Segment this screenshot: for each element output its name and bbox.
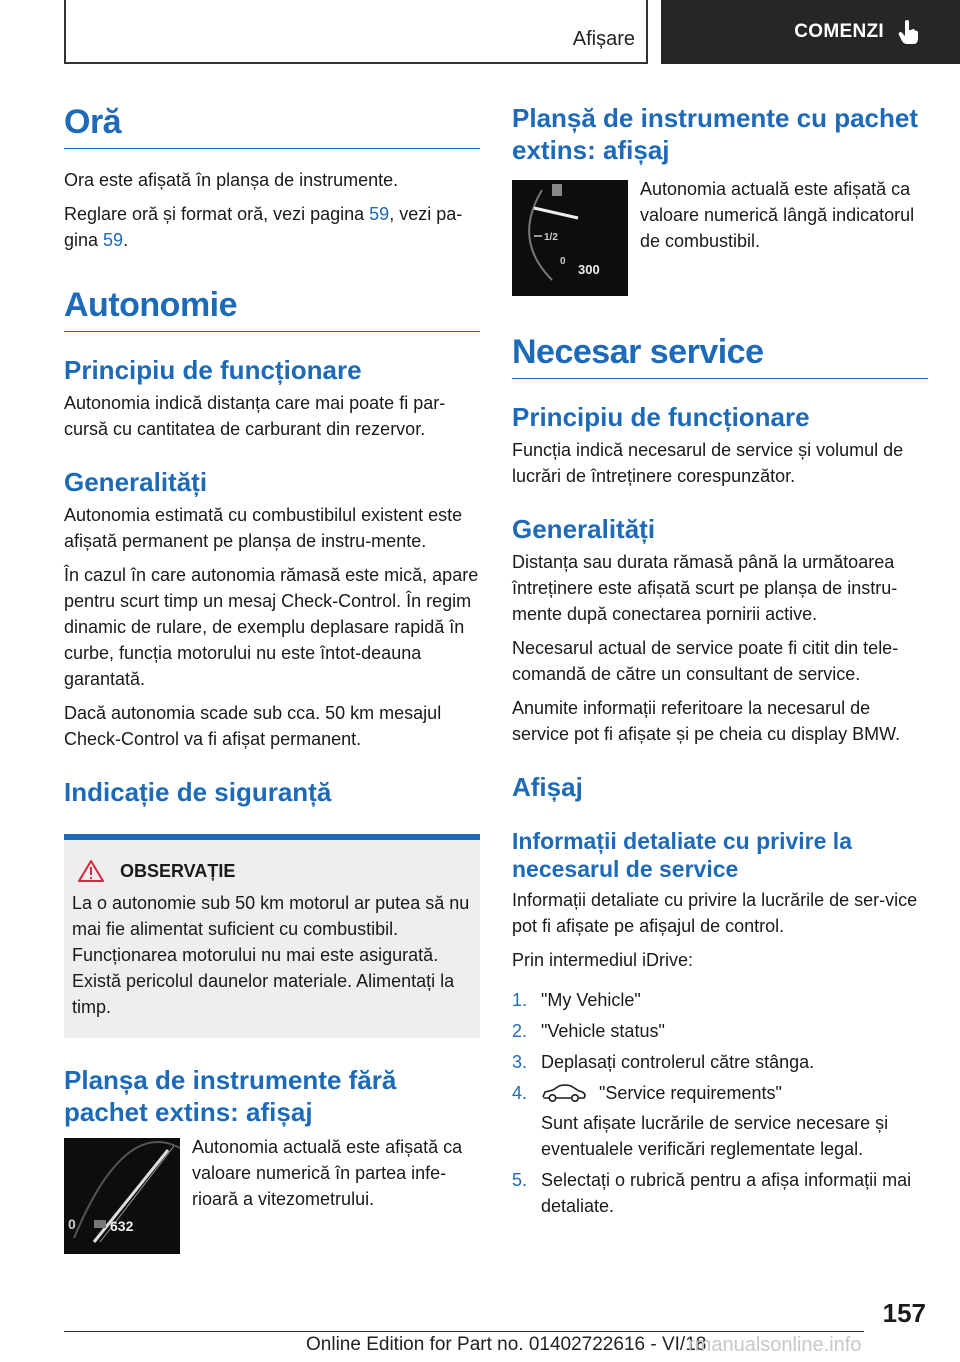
footer-edition: Online Edition for Part no. 01402722616 - VI/18 bbox=[306, 1334, 707, 1355]
footer-divider bbox=[64, 1331, 864, 1332]
step-text: "My Vehicle" bbox=[541, 990, 641, 1010]
hand-pointer-icon bbox=[898, 19, 920, 45]
ora-text-1: Ora este afișată în planșa de instrumente. bbox=[64, 170, 399, 190]
page-link-59-b[interactable]: 59 bbox=[103, 230, 124, 250]
list-item bbox=[512, 1080, 928, 1162]
subtitle-generalitati: Generalități bbox=[64, 467, 208, 497]
info-text-2: Prin intermediul iDrive: bbox=[512, 950, 694, 970]
ora-text-2a: Reglare oră și format oră, vezi pagina bbox=[64, 204, 370, 224]
generalitati-text-1: Autonomia estimată cu combustibilul existent este afișată permanent pe planșa de instru-mente. bbox=[64, 505, 463, 551]
step-number: 3. bbox=[512, 1052, 528, 1072]
step-text: "Service requirements" bbox=[599, 1083, 782, 1103]
section-title-ora: Oră bbox=[64, 100, 480, 149]
warning-triangle-icon bbox=[78, 860, 104, 882]
page-number: 157 bbox=[882, 1298, 926, 1328]
cu-pachet-text: Autonomia actuală este afișată ca valoare numerică lângă indicatorul de combustibil. bbox=[640, 179, 915, 251]
service-general-text-1: Distanța sau durata rămasă până la următoarea întreținere este afișată scurt pe planșa de instru-mente după conectarea pornirii active. bbox=[512, 552, 898, 624]
ora-text-2d: . bbox=[123, 230, 129, 250]
warning-panel bbox=[64, 834, 480, 1038]
generalitati-text-2: În cazul în care autonomia rămasă este mică, apare pentru scurt timp un mesaj Check-Control. În regim dinamic de rulare, de exemplu deplasare rapidă în curbe, funcția motorului nu este întot-deauna garantată. bbox=[64, 565, 479, 689]
subtitle-indicatie-siguranta: Indicație de siguranță bbox=[64, 777, 332, 807]
left-column bbox=[64, 100, 480, 1254]
header-tab-comenzi[interactable] bbox=[661, 0, 960, 64]
step-body bbox=[541, 1080, 928, 1162]
ora-text-2 bbox=[64, 201, 480, 253]
ora-text-2b: , vezi pa- bbox=[389, 204, 463, 224]
right-column bbox=[512, 102, 928, 1224]
step-subtext: Sunt afișate lucrările de service necesare și eventualele verificări reglementate legal. bbox=[541, 1113, 889, 1159]
subtitle-afisaj: Afișaj bbox=[512, 772, 583, 802]
warning-heading bbox=[72, 860, 472, 882]
speedometer-image bbox=[64, 1138, 180, 1254]
step-text: Selectați o rubrică pentru a afișa informații mai detaliate. bbox=[541, 1170, 912, 1216]
header-section-box bbox=[64, 0, 648, 64]
warning-label: OBSERVAȚIE bbox=[120, 860, 236, 881]
service-general-text-3: Anumite informații referitoare la necesarul de service pot fi afișate și pe cheia cu display BMW. bbox=[512, 698, 901, 744]
fara-pachet-text: Autonomia actuală este afișată ca valoare numerică în partea infe-rioară a vitezometrului. bbox=[192, 1137, 463, 1209]
subtitle-generalitati-service: Generalități bbox=[512, 514, 656, 544]
service-principiu-text: Funcția indică necesarul de service și volumul de lucrări de întreținere corespunzător. bbox=[512, 440, 904, 486]
ora-text-2c: gina bbox=[64, 230, 104, 250]
subtitle-principiu-service: Principiu de funcționare bbox=[512, 402, 810, 432]
step-line bbox=[541, 1080, 928, 1106]
step-number: 4. bbox=[512, 1083, 528, 1103]
speedometer-range-value: 632 bbox=[110, 1218, 134, 1234]
step-number: 5. bbox=[512, 1170, 528, 1190]
speedometer-zero: 0 bbox=[68, 1216, 76, 1232]
fara-pachet-row bbox=[64, 1138, 480, 1254]
speedometer-graphic bbox=[64, 1138, 180, 1254]
subtitle-principiu: Principiu de funcționare bbox=[64, 355, 362, 385]
subtitle-fara-pachet: Planșa de instrumente fără pachet extins: afișaj bbox=[64, 1065, 397, 1127]
step-text: Deplasați controlerul către stânga. bbox=[541, 1052, 815, 1072]
fuel-gauge-image bbox=[512, 180, 628, 296]
list-item bbox=[512, 987, 928, 1013]
service-general-text-2: Necesarul actual de service poate fi citit din tele-comandă de către un consultant de service. bbox=[512, 638, 899, 684]
section-title-necesar-service: Necesar service bbox=[512, 330, 928, 379]
generalitati-text-3: Dacă autonomia scade sub cca. 50 km mesajul Check-Control va fi afișat permanent. bbox=[64, 703, 442, 749]
principiu-text: Autonomia indică distanța care mai poate fi par-cursă cu cantitatea de carburant din rezervor. bbox=[64, 393, 446, 439]
fuel-gauge-graphic bbox=[512, 180, 628, 296]
list-item bbox=[512, 1167, 928, 1219]
header-section-title: Afișare bbox=[572, 28, 635, 50]
header-tab-label: COMENZI bbox=[794, 21, 884, 42]
car-icon bbox=[541, 1083, 587, 1103]
section-title-autonomie: Autonomie bbox=[64, 283, 480, 332]
warning-box bbox=[64, 840, 480, 1038]
step-number: 2. bbox=[512, 1021, 528, 1041]
steps-list bbox=[512, 987, 928, 1219]
footer-watermark: rmanualsonline.info bbox=[688, 1334, 862, 1356]
subtitle-informatii-detaliate: Informații detaliate cu privire la necesarul de service bbox=[512, 828, 852, 882]
cu-pachet-row bbox=[512, 180, 928, 296]
subtitle-cu-pachet: Planșă de instrumente cu pachet extins: afișaj bbox=[512, 103, 919, 165]
list-item bbox=[512, 1049, 928, 1075]
warning-text: La o autonomie sub 50 km motorul ar putea să nu mai fie alimentat suficient cu combustibil. Funcționarea motorului nu mai este asigurată. Există pericolul daunelor materiale. Alimentați la timp. bbox=[72, 893, 470, 1017]
step-number: 1. bbox=[512, 990, 528, 1010]
fuel-gauge-half: 1/2 bbox=[544, 232, 558, 243]
fuel-gauge-zero: 0 bbox=[560, 256, 566, 267]
page-link-59[interactable]: 59 bbox=[369, 204, 390, 224]
list-item bbox=[512, 1018, 928, 1044]
step-text: "Vehicle status" bbox=[541, 1021, 665, 1041]
fuel-gauge-range-value: 300 bbox=[578, 262, 600, 277]
info-text-1: Informații detaliate cu privire la lucrările de ser-vice pot fi afișate pe afișajul de control. bbox=[512, 890, 918, 936]
